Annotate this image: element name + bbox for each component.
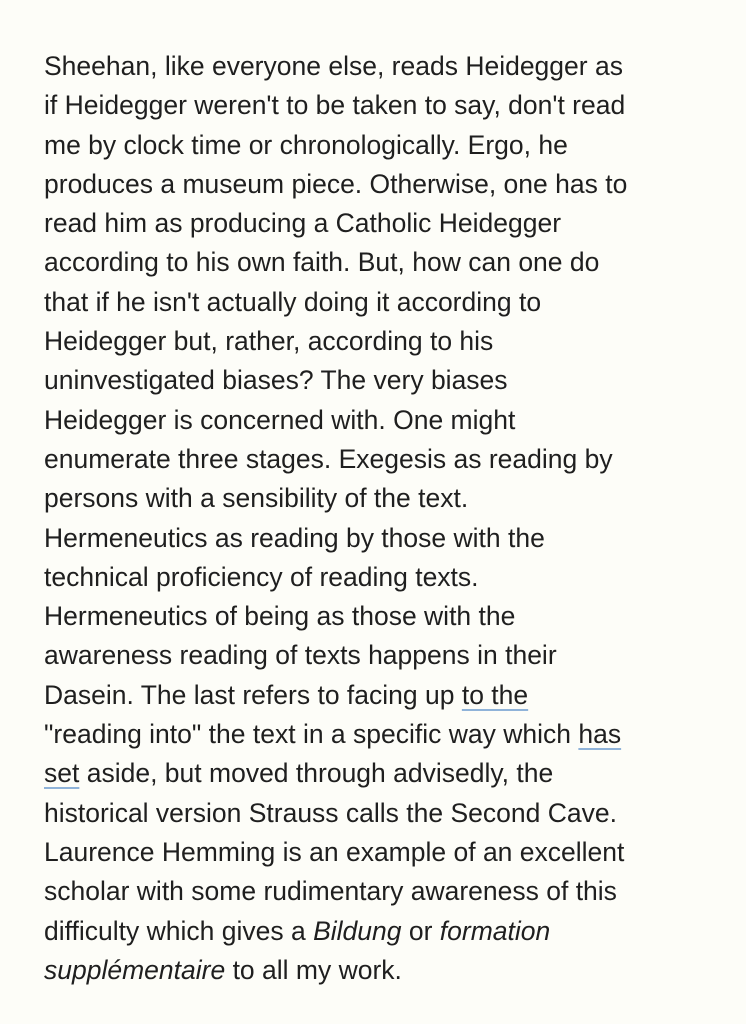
text-line: if Heidegger weren't to be taken to say, don't read [44, 90, 626, 121]
text-segment: difficulty which gives a [44, 915, 314, 946]
text-line: persons with a sensibility of the text. [44, 483, 469, 514]
text-line: uninvestigated biases? The very biases [44, 365, 508, 396]
text-line: historical version Strauss calls the Second Cave. [44, 797, 617, 828]
text-line: according to his own faith. But, how can one do [44, 247, 600, 278]
text-line: Hermeneutics as reading by those with the [44, 522, 545, 553]
text-line: me by clock time or chronologically. Ergo, he [44, 129, 568, 160]
text-segment: to all my work. [225, 954, 402, 985]
text-line: Heidegger is concerned with. One might [44, 404, 516, 435]
italic-term-formation: formation [439, 915, 551, 946]
text-line: scholar with some rudimentary awareness of this [44, 876, 617, 907]
text-line: produces a museum piece. Otherwise, one has to [44, 168, 628, 199]
text-line: read him as producing a Catholic Heidegger [44, 208, 562, 239]
text-segment: Dasein. The last refers to facing up [44, 679, 462, 710]
text-line [44, 912, 724, 951]
text-line: enumerate three stages. Exegesis as reading by [44, 443, 613, 474]
text-segment: or [401, 915, 440, 946]
text-line [44, 754, 724, 793]
text-segment: aside, but moved through advisedly, the [79, 758, 554, 789]
text-line: that if he isn't actually doing it according to [44, 286, 542, 317]
text-line [44, 676, 724, 715]
text-line [44, 951, 724, 990]
italic-term-supplementaire: supplémentaire [44, 954, 226, 985]
italic-term-bildung: Bildung [313, 915, 402, 946]
text-line: Heidegger but, rather, according to his [44, 326, 494, 357]
underlined-phrase-has[interactable]: has [578, 719, 622, 750]
underlined-phrase-set[interactable]: set [44, 758, 80, 789]
text-line [44, 715, 724, 754]
text-line: Hermeneutics of being as those with the [44, 601, 516, 632]
text-segment: "reading into" the text in a specific way which [44, 719, 579, 750]
underlined-phrase-to-the[interactable]: to the [461, 679, 529, 710]
text-line: Sheehan, like everyone else, reads Heidegger as [44, 51, 623, 81]
text-line: awareness reading of texts happens in their [44, 640, 557, 671]
body-paragraph [44, 47, 724, 990]
text-line: Laurence Hemming is an example of an excellent [44, 836, 625, 867]
text-line: technical proficiency of reading texts. [44, 561, 479, 592]
